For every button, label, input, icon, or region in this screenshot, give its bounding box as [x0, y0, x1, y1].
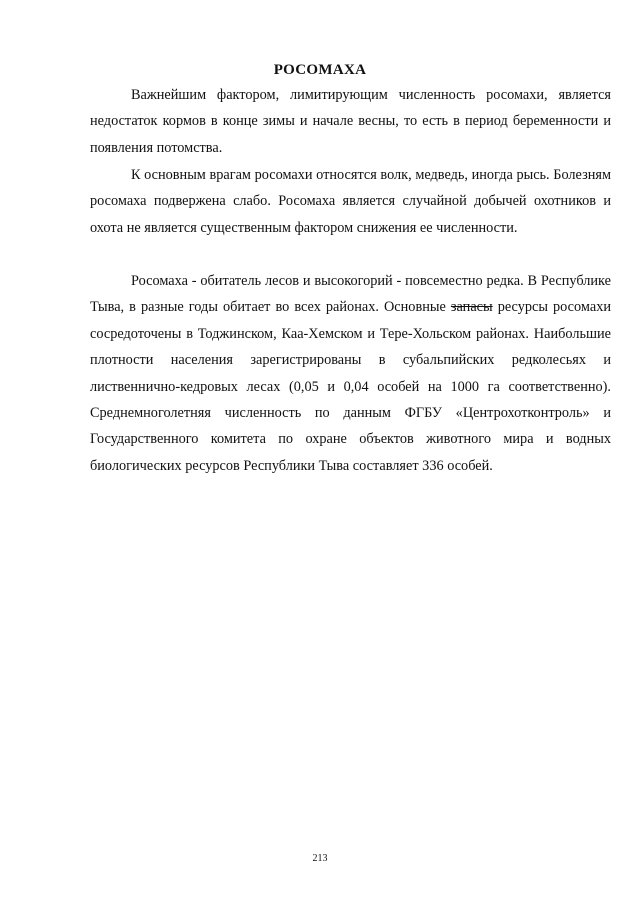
page-title: РОСОМАХА [273, 62, 367, 78]
paragraph-text-end: ресурсы росомахи сосредоточены в Тоджинском, Каа-Хемском и Тере-Хольском районах. Наибольшие плотности населения зарегистрированы в субальпийских редколесьях и лиственнично-кедровых лесах (0,05 и 0,04 особей на 1000 га соответственно). Среднемноголетняя численность по данным ФГБУ «Центрохотконтроль» и Государственного комитета по охране объектов животного мира и водных биологических ресурсов Республики Тыва составляет 336 особей. [90, 299, 611, 474]
struck-word: запасы [450, 299, 493, 316]
paragraph-text [90, 268, 611, 479]
page-number: 213 [312, 853, 328, 864]
paragraph-limiting-factors [90, 82, 611, 161]
paragraph-enemies [90, 162, 611, 241]
paragraph-text-start: Росомаха - обитатель лесов и высокогорий - повсеместно редка. В Республике Тыва, в разные годы обитает во всех районах. Основные [90, 273, 611, 316]
paragraph-distribution [90, 268, 611, 479]
paragraph-text: Важнейшим фактором, лимитирующим численность росомахи, является недостаток кормов в конце зимы и начале весны, то есть в период беременности и появления потомства. [90, 87, 611, 156]
paragraph-text: К основным врагам росомахи относятся волк, медведь, иногда рысь. Болезням росомаха подвержена слабо. Росомаха является случайной добычей охотников и охота не является существенным фактором снижения ее численности. [90, 167, 611, 236]
